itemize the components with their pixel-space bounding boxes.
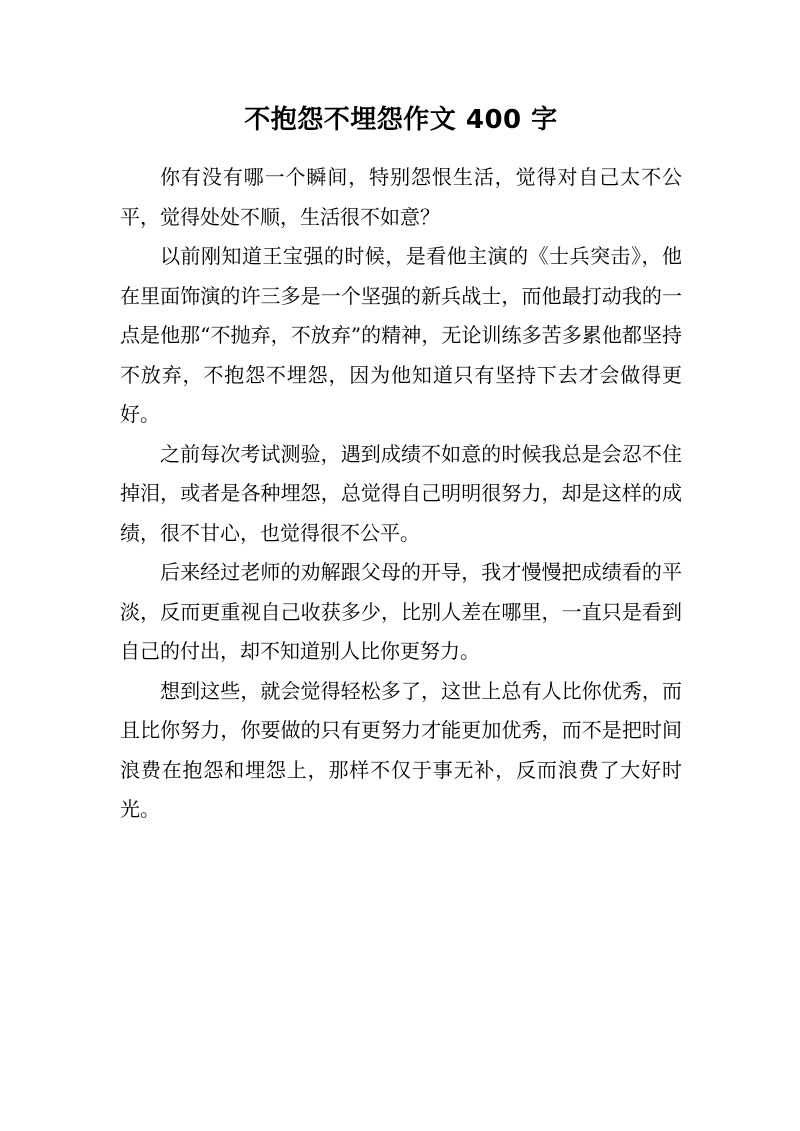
paragraph-1: 你有没有哪一个瞬间，特别怨恨生活，觉得对自己太不公平，觉得处处不顺，生活很不如意？	[120, 165, 682, 229]
document-body	[120, 158, 682, 830]
document-title: 不抱怨不埋怨作文 400 字	[244, 105, 558, 135]
paragraph-2: 以前刚知道王宝强的时候，是看他主演的《士兵突击》，他在里面饰演的许三多是一个坚强的新兵战士，而他最打动我的一点是他那“不抛弃，不放弃”的精神，无论训练多苦多累他都坚持不放弃，不抱怨不埋怨，因为他知道只有坚持下去才会做得更好。	[120, 244, 682, 426]
paragraph-4: 后来经过老师的劝解跟父母的开导，我才慢慢把成绩看的平淡，反而更重视自己收获多少，比别人差在哪里，一直只是看到自己的付出，却不知道别人比你更努力。	[120, 560, 682, 663]
paragraph-5: 想到这些，就会觉得轻松多了，这世上总有人比你优秀，而且比你努力，你要做的只有更努力才能更加优秀，而不是把时间浪费在抱怨和埋怨上，那样不仅于事无补，反而浪费了大好时光。	[120, 678, 682, 821]
paragraph-3: 之前每次考试测验，遇到成绩不如意的时候我总是会忍不住掉泪，或者是各种埋怨，总觉得自己明明很努力，却是这样的成绩，很不甘心，也觉得很不公平。	[120, 441, 682, 545]
